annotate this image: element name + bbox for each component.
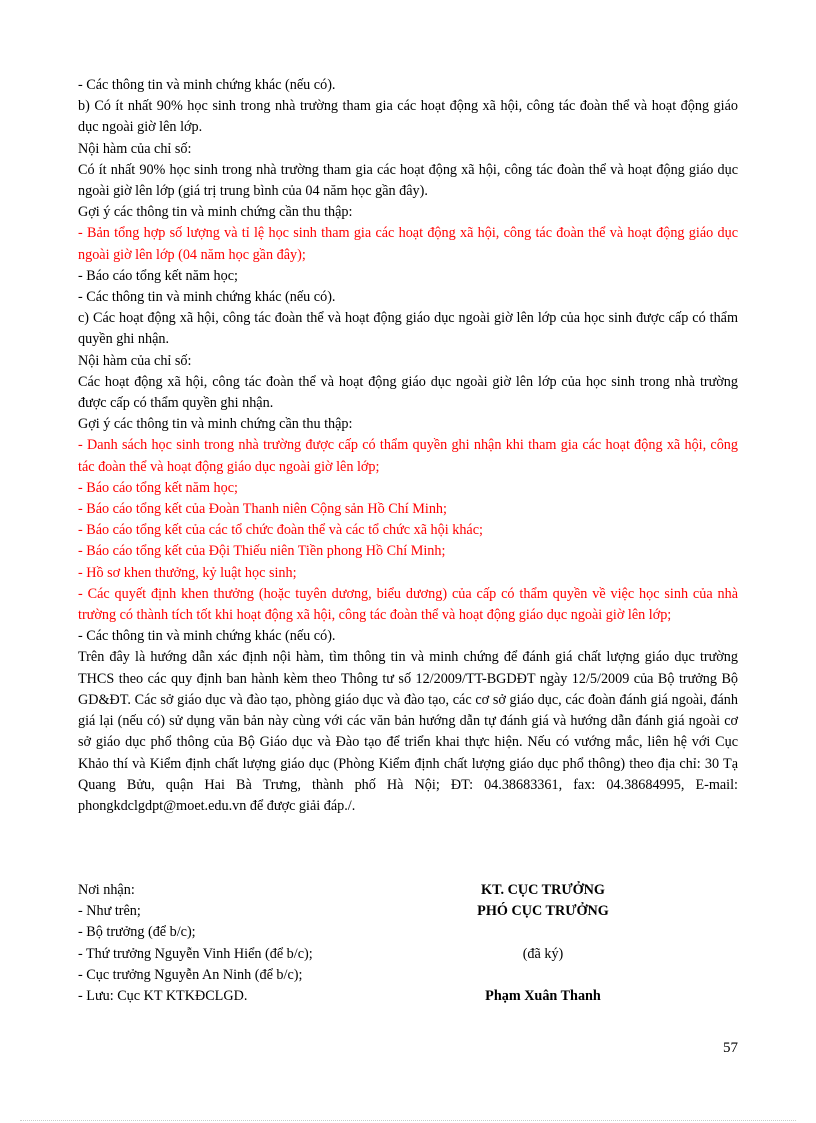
paragraph: - Các thông tin và minh chứng khác (nếu có). xyxy=(78,289,336,306)
paragraph: Gợi ý các thông tin và minh chứng cần thu thập: xyxy=(78,416,353,433)
recipient-item: - Bộ trưởng (để b/c); xyxy=(78,924,196,941)
paragraph: Có ít nhất 90% học sinh trong nhà trường tham gia các hoạt động xã hội, công tác đoàn thể và hoạt động giáo dục ngoài giờ lên lớp (giá trị trung bình của 04 năm học gần đây). xyxy=(78,161,738,200)
recipient-item: - Thứ trưởng Nguyễn Vinh Hiển (để b/c); xyxy=(78,945,313,962)
page-bottom-divider xyxy=(20,1120,796,1121)
signer-name: Phạm Xuân Thanh xyxy=(485,987,601,1004)
paragraph: - Báo cáo tổng kết của các tổ chức đoàn thể và các tổ chức xã hội khác; xyxy=(78,522,483,539)
document-body xyxy=(78,75,738,817)
paragraph: - Các thông tin và minh chứng khác (nếu có). xyxy=(78,628,336,645)
paragraph: - Báo cáo tổng kết năm học; xyxy=(78,267,238,284)
closing-paragraph: Trên đây là hướng dẫn xác định nội hàm, tìm thông tin và minh chứng để đánh giá chất lượng giáo dục trường THCS theo các quy định ban hành kèm theo Thông tư số 12/2009/TT-BGDĐT ngày 12/5/2009 của Bộ trưởng Bộ GD&ĐT. Các sở giáo dục và đào tạo, phòng giáo dục và đào tạo, các cơ sở giáo dục, các đoàn đánh giá ngoài, đánh giá lại (nếu có) sử dụng văn bản này cùng với các văn bản hướng dẫn tự đánh giá và hướng dẫn đánh giá ngoài cơ sở giáo dục phổ thông của Bộ Giáo dục và Đào tạo để triển khai thực hiện. Nếu có vướng mắc, liên hệ với Cục Khảo thí và Kiểm định chất lượng giáo dục (Phòng Kiểm định chất lượng giáo dục phổ thông) theo địa chỉ: 30 Tạ Quang Bửu, quận Hai Bà Trưng, thành phố Hà Nội; ĐT: 04.38683361, fax: 04.38684995, E-mail: phongkdclgdpt@moet.edu.vn để được giải đáp./. xyxy=(78,649,738,814)
paragraph: Nội hàm của chỉ số: xyxy=(78,140,192,157)
paragraph: - Báo cáo tổng kết của Đội Thiếu niên Tiền phong Hồ Chí Minh; xyxy=(78,543,446,560)
signature-block xyxy=(78,880,738,1007)
paragraph: Gợi ý các thông tin và minh chứng cần thu thập: xyxy=(78,204,353,221)
paragraph: Các hoạt động xã hội, công tác đoàn thể và hoạt động giáo dục ngoài giờ lên lớp của học sinh trong nhà trường được cấp có thẩm quyền ghi nhận. xyxy=(78,373,738,412)
recipient-item: - Cục trưởng Nguyễn An Ninh (để b/c); xyxy=(78,966,303,983)
recipient-item: - Lưu: Cục KT KTKĐCLGD. xyxy=(78,987,248,1004)
page-number: 57 xyxy=(723,1040,738,1056)
paragraph: - Bản tổng hợp số lượng và tỉ lệ học sinh tham gia các hoạt động xã hội, công tác đoàn thể và hoạt động giáo dục ngoài giờ lên lớp (04 năm học gần đây); xyxy=(78,225,738,263)
signature-title-line1: KT. CỤC TRƯỞNG xyxy=(481,882,605,898)
paragraph: - Các thông tin và minh chứng khác (nếu có). xyxy=(78,77,336,93)
paragraph: b) Có ít nhất 90% học sinh trong nhà trường tham gia các hoạt động xã hội, công tác đoàn thể và hoạt động giáo dục ngoài giờ lên lớp. xyxy=(78,98,738,136)
paragraph: - Báo cáo tổng kết của Đoàn Thanh niên Cộng sản Hồ Chí Minh; xyxy=(78,501,447,518)
paragraph: - Báo cáo tổng kết năm học; xyxy=(78,479,238,496)
recipients-heading: Nơi nhận: xyxy=(78,882,135,898)
recipient-item: - Như trên; xyxy=(78,903,141,920)
paragraph: - Các quyết định khen thưởng (hoặc tuyên dương, biểu dương) của cấp có thẩm quyền về việc học sinh của nhà trường có thành tích tốt khi hoạt động xã hội, công tác đoàn thể và hoạt động giáo dục ngoài giờ lên lớp; xyxy=(78,585,738,624)
paragraph: Nội hàm của chỉ số: xyxy=(78,352,192,369)
paragraph: c) Các hoạt động xã hội, công tác đoàn thể và hoạt động giáo dục ngoài giờ lên lớp của học sinh được cấp có thẩm quyền ghi nhận. xyxy=(78,310,738,348)
signed-note: (đã ký) xyxy=(522,945,564,962)
paragraph: - Danh sách học sinh trong nhà trường được cấp có thẩm quyền ghi nhận khi tham gia các hoạt động xã hội, công tác đoàn thể và hoạt động giáo dục ngoài giờ lên lớp; xyxy=(78,437,738,475)
paragraph: - Hồ sơ khen thưởng, kỷ luật học sinh; xyxy=(78,564,297,581)
signature-title-line2: PHÓ CỤC TRƯỞNG xyxy=(477,903,609,920)
